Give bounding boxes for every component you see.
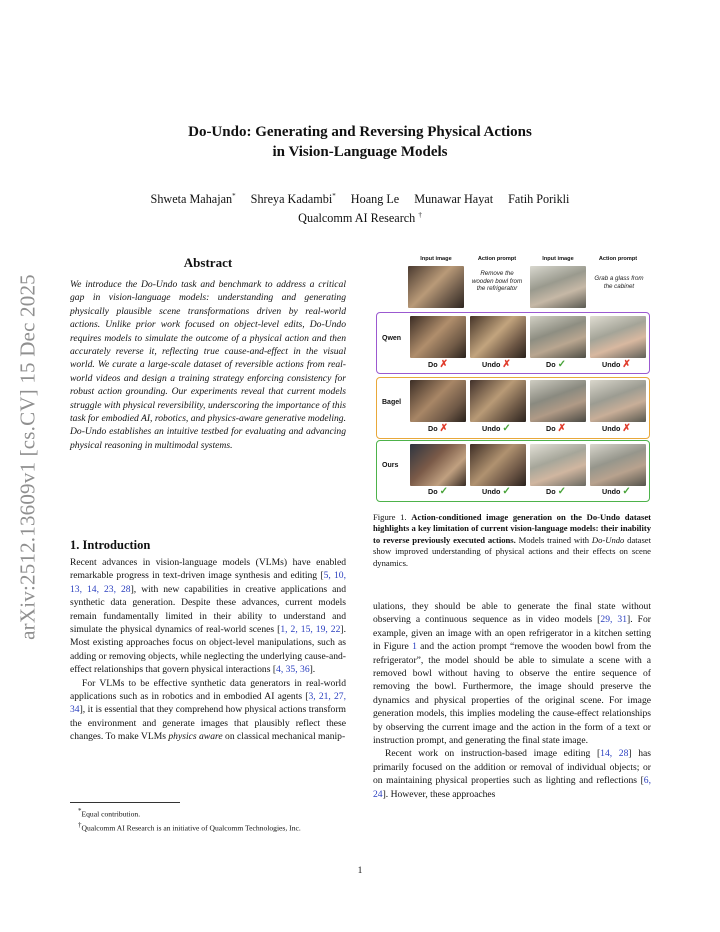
result-image <box>470 316 526 358</box>
input-image-cabinet <box>530 266 586 308</box>
paragraph: Recent work on instruction-based image editing [14, 28] has primarily focused on the addition or removal of individual objects; or on maintaining physical properties such as lighting and reflections [6, 24]. However, these approaches <box>373 748 651 800</box>
footnote: *Equal contribution. <box>78 807 141 819</box>
result-label: Do ✗ <box>428 359 448 370</box>
author: Shreya Kadambi* <box>250 192 336 207</box>
intro-right-column <box>373 600 651 801</box>
action-prompt: Grab a glass from the cabinet <box>594 275 644 290</box>
result-label: Do ✓ <box>546 359 566 370</box>
result-label: Undo ✗ <box>482 359 511 370</box>
model-label: Bagel <box>382 399 402 406</box>
result-image <box>410 444 466 486</box>
result-image <box>410 316 466 358</box>
result-image <box>590 316 646 358</box>
result-image <box>530 316 586 358</box>
author: Fatih Porikli <box>508 192 570 207</box>
citation-link[interactable]: 29, 31 <box>600 614 628 626</box>
citation-link[interactable]: 14, 28 <box>600 748 629 760</box>
check-icon: ✓ <box>622 486 631 497</box>
result-image <box>530 380 586 422</box>
check-icon: ✓ <box>502 486 511 497</box>
result-label: Undo ✗ <box>602 359 631 370</box>
check-icon: ✓ <box>557 486 566 497</box>
cross-icon: ✗ <box>622 359 631 370</box>
abstract-heading: Abstract <box>183 255 233 270</box>
cross-icon: ✗ <box>439 359 448 370</box>
arxiv-stamp: arXiv:2512.13609v1 [cs.CV] 15 Dec 2025 <box>15 274 40 640</box>
author: Hoang Le <box>350 192 400 207</box>
citation-link[interactable]: 1, 2, 15, 19, 22 <box>280 624 341 636</box>
result-label: Undo ✗ <box>602 423 631 434</box>
affiliation: Qualcomm AI Research † <box>298 211 422 226</box>
result-image <box>470 444 526 486</box>
author: Munawar Hayat <box>414 192 494 207</box>
paper-title <box>0 122 720 162</box>
title-line-1: Do-Undo: Generating and Reversing Physical Actions <box>188 124 532 140</box>
figure-1 <box>374 256 652 501</box>
cross-icon: ✗ <box>439 423 448 434</box>
result-label: Do ✓ <box>546 486 566 497</box>
author-block <box>0 188 720 226</box>
result-image <box>590 444 646 486</box>
result-image <box>530 444 586 486</box>
footnotes <box>70 806 346 833</box>
footnote: †Qualcomm AI Research is an initiative of Qualcomm Technologies, Inc. <box>78 820 301 833</box>
figure-header: Action prompt <box>598 256 638 262</box>
citation-link[interactable]: 3, 21, 27, 34 <box>70 691 346 716</box>
section-heading-introduction: 1. Introduction <box>70 538 151 552</box>
caption-label: Figure 1. <box>373 512 407 522</box>
input-image-refrigerator <box>408 266 464 308</box>
page-number: 1 <box>357 866 363 876</box>
result-label: Do ✗ <box>428 423 448 434</box>
figure-caption: Figure 1. Action-conditioned image generation on the Do-Undo dataset highlights a key limitation of current vision-language models: their inability to reverse previously executed actions. Models trained with Do-Undo dataset show improved understanding of physical actions and their effects on scene dynamics. <box>373 512 652 568</box>
paragraph: ulations, they should be able to generate the final state without observing a continuous sequence as in video models [29, 31]. For example, given an image with an open refrigerator in a kitchen setting in Figure 1 and the action prompt “remove the wooden bowl from the refrigerator”, the model should be able to simulate a scene with a removed bowl without having to observe the entire sequence of removing the bowl. Furthermore, the image should preserve the dynamics and physical properties of the original scene. For image generation models, this implies modeling the cause-effect relationships by observing the current image and the action in the form of a text or instruction prompt, and generating the final state image. <box>373 601 651 747</box>
result-image <box>470 380 526 422</box>
citation-link[interactable]: 5, 10, 13, 14, 23, 28 <box>70 570 347 595</box>
check-icon: ✓ <box>439 486 448 497</box>
footnote-rule <box>70 802 180 803</box>
figure-header: Action prompt <box>477 256 517 262</box>
result-label: Do ✗ <box>546 423 566 434</box>
result-label: Undo ✓ <box>482 423 511 434</box>
result-label: Undo ✓ <box>602 486 631 497</box>
check-icon: ✓ <box>557 359 566 370</box>
citation-link[interactable]: 4, 35, 36 <box>276 664 310 676</box>
result-image <box>590 380 646 422</box>
intro-left-column <box>70 556 346 744</box>
author: Shweta Mahajan* <box>150 192 236 207</box>
abstract-text: We introduce the Do-Undo task and benchmark to address a critical gap in vision-language models: understanding and generating physically plausible scene transformations driven by real-world actions. Unlike prior work focused on object-level edits, Do-Undo requires models to simulate the outcome of a physical action and then accurately reverse it, reflecting true cause-and-effect in the visual world. We curate a large-scale dataset of reversible actions from real-world videos and design a training strategy enforcing consistency for robust action grounding. Our experiments reveal that current models struggle with physical reversibility, underscoring the importance of this task for embodied AI, robotics, and physics-aware generative modeling. Do-Undo establishes an intuitive testbed for evaluating and advancing physical reasoning in multimodal systems. <box>70 279 346 451</box>
check-icon: ✓ <box>502 423 511 434</box>
result-label: Undo ✓ <box>482 486 511 497</box>
model-label: Ours <box>382 462 399 469</box>
figure-link[interactable]: 1 <box>412 641 417 653</box>
result-label: Do ✓ <box>428 486 448 497</box>
paragraph: Recent advances in vision-language models (VLMs) have enabled remarkable progress in text-driven image synthesis and editing [5, 10, 13, 14, 23, 28], with new capabilities in creative applications and synthetic data generation. Despite these advances, current models remain fundamentally limited in their ability to understand and simulate the physical dynamics of real-world scenes [1, 2, 15, 19, 22]. Most existing approaches focus on object-level manipulations, such as adding or removing objects, while neglecting the underlying cause-and-effect relationships that govern physical interactions [4, 35, 36]. <box>70 557 347 676</box>
cross-icon: ✗ <box>502 359 511 370</box>
caption-bold: Action-conditioned image generation on the Do-Undo dataset highlights a key limitation of current vision-language models: their inability to reverse previously executed actions. <box>373 512 651 545</box>
paragraph: For VLMs to be effective synthetic data generators in real-world applications such as in robotics and in embodied AI agents [3, 21, 27, 34], it is essential that they comprehend how physical actions transform the environment and generate images that plausibly reflect these changes. To make VLMs physics aware on classical mechanical manip- <box>70 677 346 743</box>
citation-link[interactable]: 6, 24 <box>373 775 651 800</box>
figure-header: Input image <box>542 256 574 262</box>
title-line-2: in Vision-Language Models <box>272 144 448 160</box>
cross-icon: ✗ <box>622 423 631 434</box>
result-image <box>410 380 466 422</box>
figure-header: Input image <box>420 256 452 262</box>
model-label: Qwen <box>382 335 402 342</box>
cross-icon: ✗ <box>557 423 566 434</box>
action-prompt: Remove the wooden bowl from the refrigerator <box>471 270 523 293</box>
